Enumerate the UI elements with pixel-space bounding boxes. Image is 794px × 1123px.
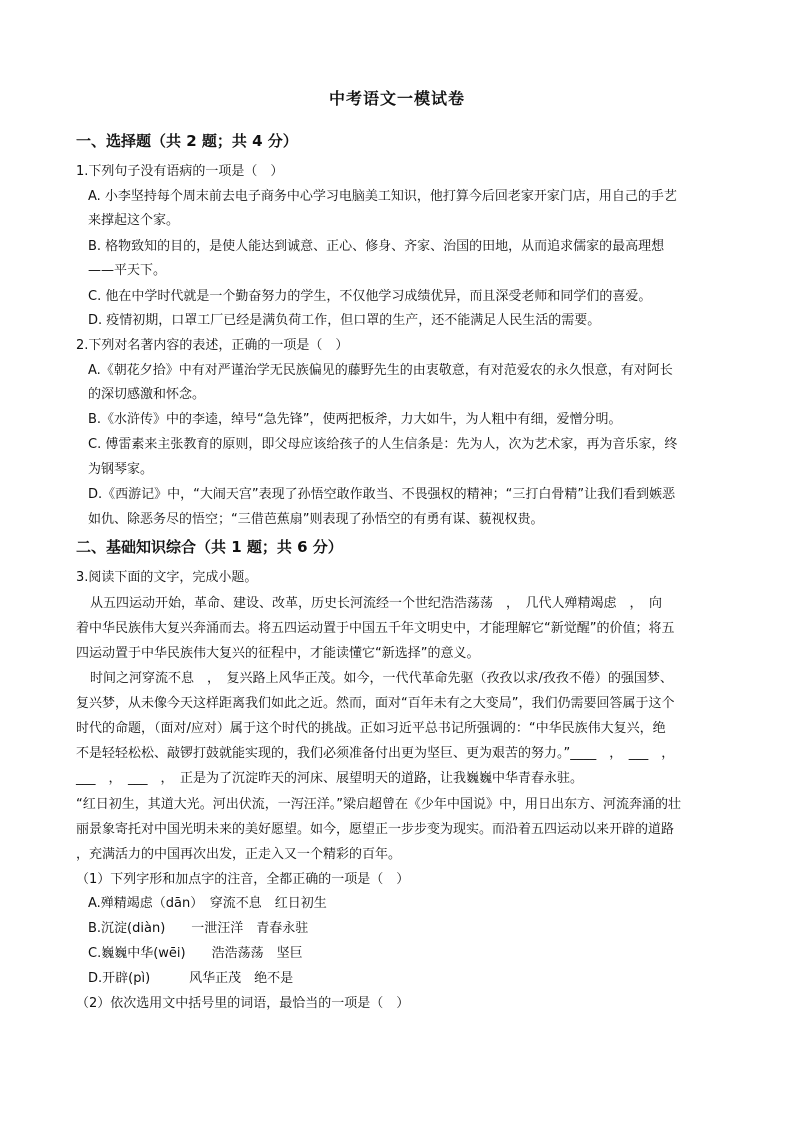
question-1-stem: 1.下列句子没有语病的一项是（ ） bbox=[76, 164, 284, 179]
subquestion-2-stem: （2）依次选用文中括号里的词语，最恰当的一项是（ ） bbox=[76, 996, 410, 1011]
question-1-option-a-cont: 来撑起这个家。 bbox=[88, 213, 180, 228]
question-2-option-d-cont: 如仇、除恶务尽的悟空；“三借芭蕉扇”则表现了孙悟空的有勇有谋、藐视权贵。 bbox=[88, 512, 544, 527]
question-2-option-c: C. 傅雷素来主张教育的原则，即父母应该给孩子的人生信条是：先为人，次为艺术家，再为音乐家，终 bbox=[88, 437, 678, 452]
question-2-option-b: B.《水浒传》中的李逵，绰号“急先锋”，使两把板斧，力大如牛，为人粗中有细，爱憎分明。 bbox=[88, 412, 622, 427]
question-1-option-b: B. 格物致知的目的，是使人能达到诚意、正心、修身、齐家、治国的田地，从而追求儒家的最高理想 bbox=[88, 239, 665, 254]
subquestion-1-option-d: D.开辟(pì) 风华正茂 绝不是 bbox=[88, 971, 294, 986]
subquestion-1-option-b: B.沉淀(diàn) 一泄汪洋 青春永驻 bbox=[88, 921, 309, 936]
passage-line: 时间之河穿流不息 ， 复兴路上风华正茂。如今，一代代革命先驱（孜孜以求/孜孜不倦）的强国梦、 bbox=[90, 671, 673, 686]
passage-line: ，充满活力的中国再次出发，正走入又一个精彩的百年。 bbox=[76, 847, 402, 862]
passage-line: 不是轻轻松松、敲锣打鼓就能实现的，我们必须准备付出更为坚巨、更为艰苦的努力。”____ ， ___ ， bbox=[76, 746, 675, 761]
question-1-option-a: A. 小李坚持每个周末前去电子商务中心学习电脑美工知识，他打算今后回老家开家门店，用自己的手艺 bbox=[88, 189, 677, 204]
passage-line: ___ ， ___ ， 正是为了沉淀昨天的河床、展望明天的道路，让我巍巍中华青春永驻。 bbox=[76, 771, 584, 786]
section-heading-2: 二、基础知识综合（共 1 题；共 6 分） bbox=[76, 538, 343, 556]
question-1-option-b-cont: ——平天下。 bbox=[88, 263, 167, 278]
passage-line: 时代的命题，（面对/应对）属于这个时代的挑战。正如习近平总书记所强调的：“中华民族伟大复兴，绝 bbox=[76, 721, 666, 736]
question-2-stem: 2.下列对名著内容的表述，正确的一项是（ ） bbox=[76, 338, 349, 353]
passage-line: 复兴梦，从未像今天这样距离我们如此之近。然而，面对“百年未有之大变局”，我们仍需要回答属于这个 bbox=[76, 696, 675, 711]
page-title: 中考语文一模试卷 bbox=[328, 89, 465, 108]
question-2-option-d: D.《西游记》中，“大闹天宫”表现了孙悟空敢作敢当、不畏强权的精神；“三打白骨精”让我们看到嫉恶 bbox=[88, 487, 676, 502]
passage-line: 四运动置于中华民族伟大复兴的征程中，才能读懂它“新选择”的意义。 bbox=[76, 646, 480, 661]
passage-line: “红日初生，其道大光。河出伏流，一泻汪洋。”梁启超曾在《少年中国说》中，用日出东方、河流奔涌的壮 bbox=[76, 797, 681, 812]
passage-line: 丽景象寄托对中国光明未来的美好愿望。如今，愿望正一步步变为现实。而沿着五四运动以来开辟的道路 bbox=[76, 822, 675, 837]
subquestion-1-option-c: C.巍巍中华(wēi) 浩浩荡荡 坚巨 bbox=[88, 946, 303, 961]
subquestion-1-option-a: A.殚精竭虑（dān） 穿流不息 红日初生 bbox=[88, 896, 327, 911]
question-3-stem: 3.阅读下面的文字，完成小题。 bbox=[76, 570, 258, 585]
section-heading-1: 一、选择题（共 2 题；共 4 分） bbox=[76, 132, 298, 150]
passage-line: 着中华民族伟大复兴奔涌而去。将五四运动置于中国五千年文明史中，才能理解它“新觉醒”的价值；将五 bbox=[76, 621, 675, 636]
passage-line: 从五四运动开始，革命、建设、改革，历史长河流经一个世纪浩浩荡荡 ， 几代人殚精竭虑 ， 向 bbox=[90, 596, 663, 611]
question-2-option-c-cont: 为钢琴家。 bbox=[88, 462, 154, 477]
question-2-option-a-cont: 的深切感激和怀念。 bbox=[88, 387, 206, 402]
subquestion-1-stem: （1）下列字形和加点字的注音，全都正确的一项是（ ） bbox=[76, 872, 410, 887]
question-1-option-d: D. 疫情初期，口罩工厂已经是满负荷工作，但口罩的生产，还不能满足人民生活的需要。 bbox=[88, 313, 601, 328]
question-1-option-c: C. 他在中学时代就是一个勤奋努力的学生，不仅他学习成绩优异，而且深受老师和同学们的喜爱。 bbox=[88, 289, 652, 304]
question-2-option-a: A.《朝花夕拾》中有对严谨治学无民族偏见的藤野先生的由衷敬意，有对范爱农的永久恨意，有对阿长 bbox=[88, 363, 673, 378]
